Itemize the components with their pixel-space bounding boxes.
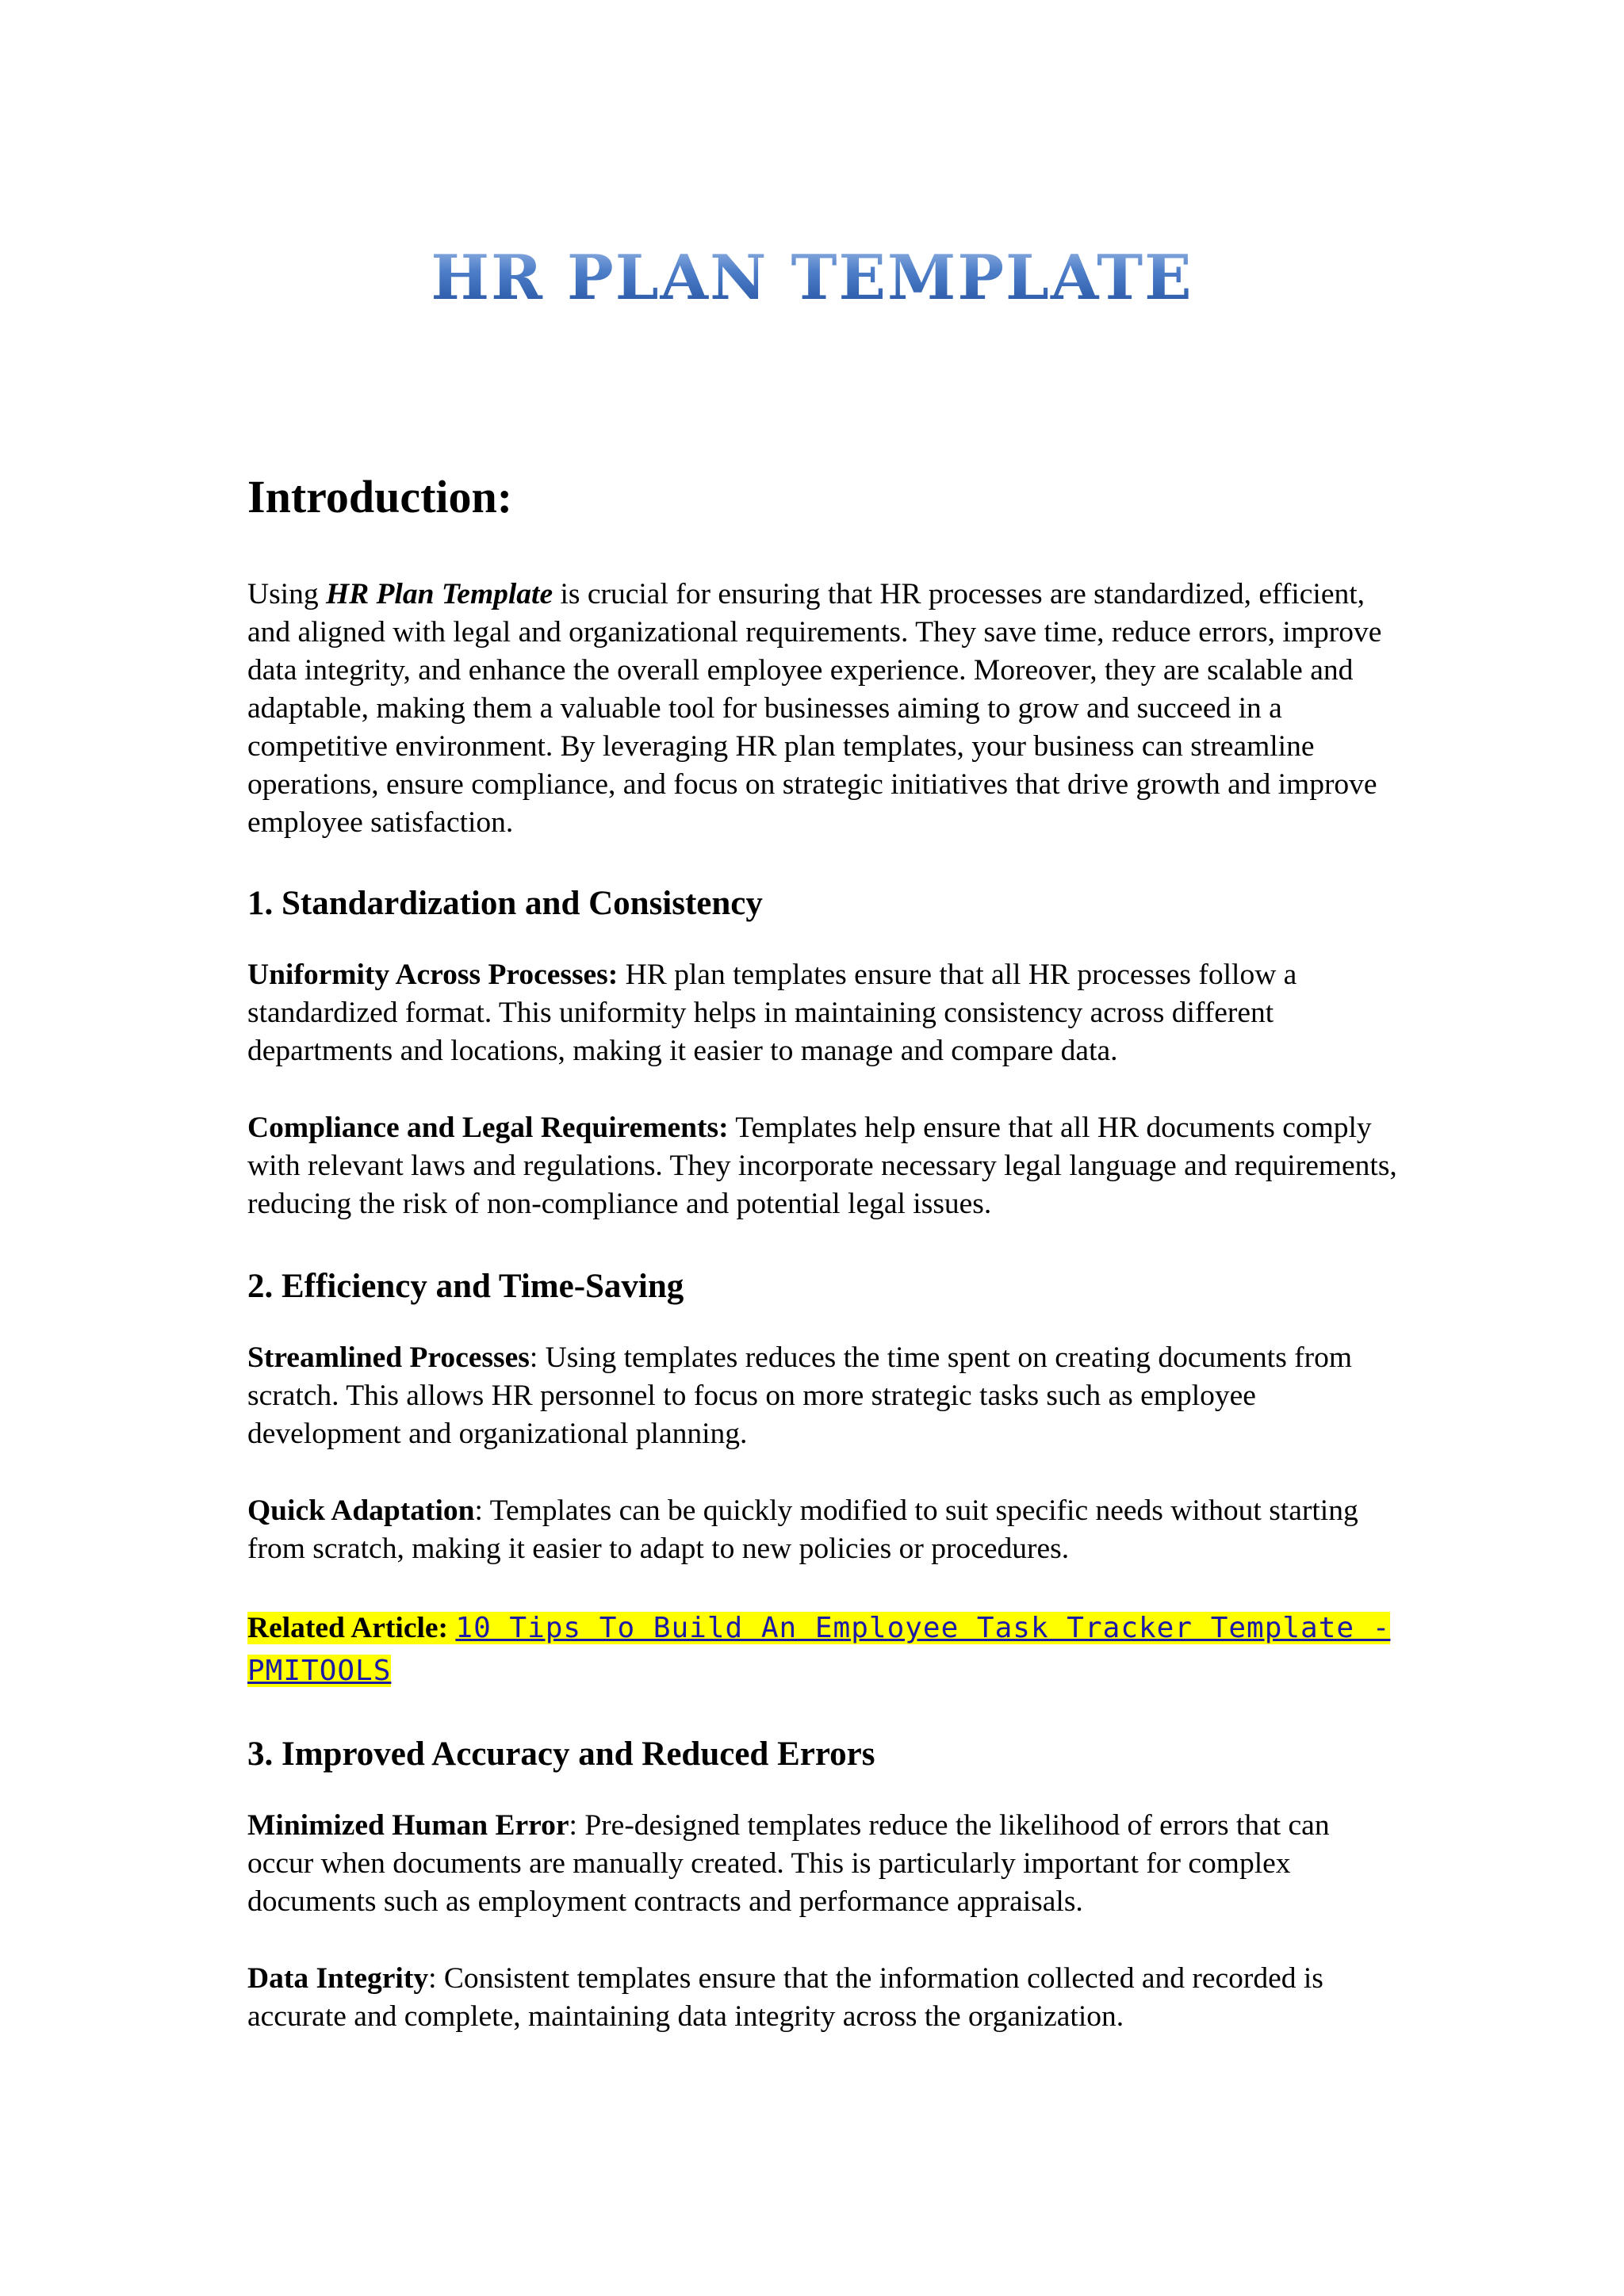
paragraph-streamlined — [247, 1339, 1397, 1453]
paragraph-compliance — [247, 1109, 1397, 1223]
paragraph-minimized-error — [247, 1807, 1397, 1921]
paragraph-text: : Pre-designed templates reduce the likelihood of errors that can occur when documents are manually created. This is particularly important for complex documents such as employment contracts and performance appraisals. — [247, 1809, 1330, 1918]
intro-pre: Using — [247, 578, 326, 610]
intro-heading: Introduction: — [247, 471, 513, 522]
paragraph-data-integrity — [247, 1960, 1397, 2036]
related-article — [247, 1607, 1397, 1693]
paragraph-text: Templates help ensure that all HR documents comply with relevant laws and regulations. They incorporate necessary legal language and requirements, reducing the risk of non-compliance and potential legal issues. — [247, 1112, 1397, 1220]
paragraph-uniformity — [247, 956, 1397, 1070]
paragraph-text: : Templates can be quickly modified to suit specific needs without starting from scratch, making it easier to adapt to new policies or procedures. — [247, 1494, 1358, 1565]
intro-post: is crucial for ensuring that HR processes are standardized, efficient, and aligned with legal and organizational requirements. They save time, reduce errors, improve data integrity, and enhance the overall employee experience. Moreover, they are scalable and adaptable, making them a valuable tool for businesses aiming to grow and succeed in a competitive environment. By leveraging HR plan templates, your business can streamline operations, ensure compliance, and focus on strategic initiatives that drive growth and improve employee satisfaction. — [247, 578, 1382, 839]
paragraph-label: Streamlined Processes — [247, 1341, 530, 1374]
paragraph-text: : Using templates reduces the time spent on creating documents from scratch. This allows HR personnel to focus on more strategic tasks such as employee development and organizational planning. — [247, 1341, 1353, 1450]
intro-paragraph — [247, 576, 1397, 842]
paragraph-text: : Consistent templates ensure that the information collected and recorded is accurate and complete, maintaining data integrity across the organization. — [247, 1962, 1323, 2033]
paragraph-label: Compliance and Legal Requirements: — [247, 1112, 729, 1144]
related-article-label: Related Article: — [247, 1612, 449, 1644]
document-title: HR PLAN TEMPLATE — [0, 242, 1624, 314]
document-body — [247, 468, 1397, 2036]
section-heading-standardization: 1. Standardization and Consistency — [247, 885, 763, 922]
paragraph-label: Uniformity Across Processes: — [247, 959, 619, 991]
intro-emphasis: HR Plan Template — [325, 578, 553, 610]
section-heading-accuracy: 3. Improved Accuracy and Reduced Errors — [247, 1735, 875, 1773]
paragraph-quick-adaptation — [247, 1492, 1397, 1568]
paragraph-label: Minimized Human Error — [247, 1809, 569, 1842]
paragraph-text: HR plan templates ensure that all HR processes follow a standardized format. This uniformity helps in maintaining consistency across different departments and locations, making it easier to manage and compare data. — [247, 959, 1297, 1067]
paragraph-label: Data Integrity — [247, 1962, 429, 1995]
section-heading-efficiency: 2. Efficiency and Time-Saving — [247, 1268, 684, 1305]
related-article-link[interactable]: 10 Tips To Build An Employee Task Tracker Template - PMITOOLS — [247, 1612, 1391, 1687]
paragraph-label: Quick Adaptation — [247, 1494, 475, 1527]
